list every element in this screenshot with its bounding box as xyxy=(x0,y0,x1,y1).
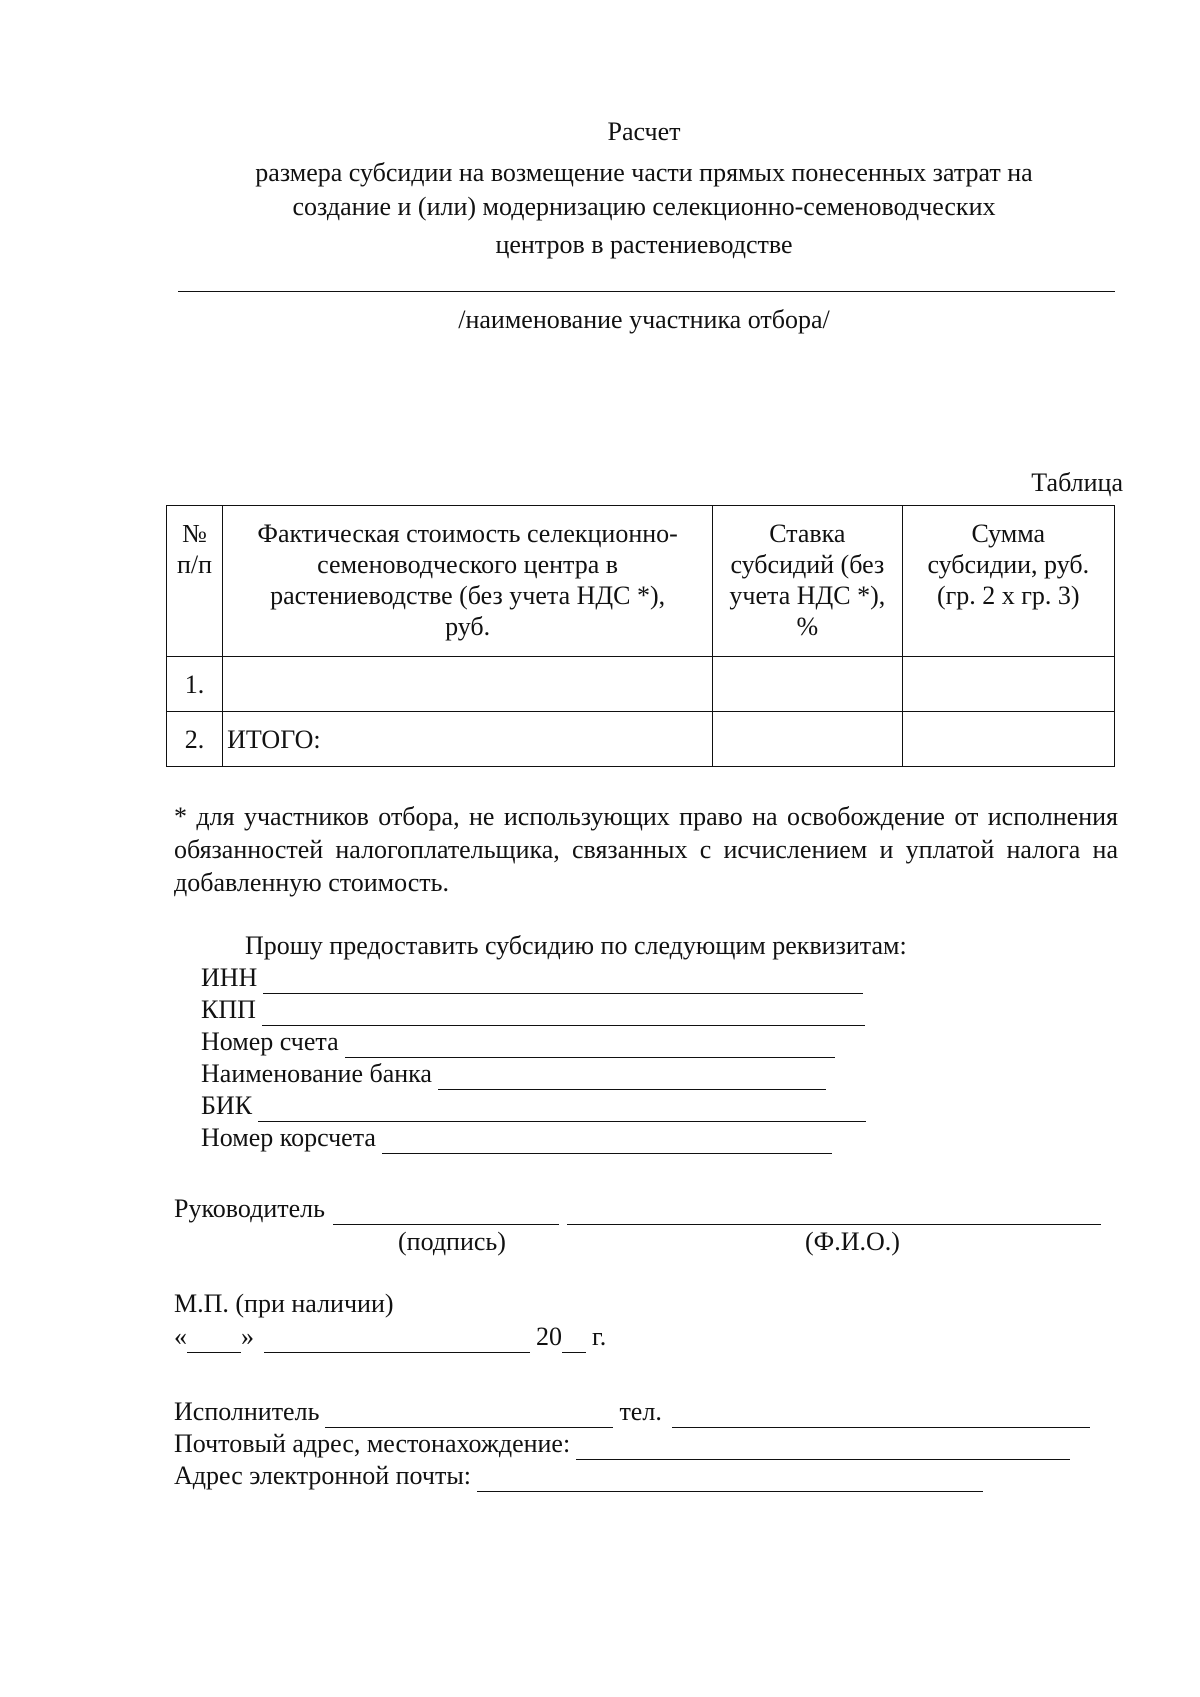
account-field[interactable] xyxy=(345,1033,835,1058)
kpp-field[interactable] xyxy=(262,1001,865,1026)
kpp-label: КПП xyxy=(201,995,256,1024)
row-number: 1. xyxy=(167,657,223,712)
account-label: Номер счета xyxy=(201,1027,339,1056)
executor-field[interactable] xyxy=(325,1403,613,1428)
participant-caption: /наименование участника отбора/ xyxy=(458,305,830,334)
year-field[interactable] xyxy=(562,1328,586,1353)
account-row xyxy=(201,1026,835,1058)
table-row xyxy=(167,657,1115,712)
inn-label: ИНН xyxy=(201,963,258,992)
sum-cell[interactable] xyxy=(902,657,1114,712)
header-line: № xyxy=(182,519,207,548)
document-title: Расчет xyxy=(607,117,681,146)
table-header-row xyxy=(167,506,1115,657)
header-number xyxy=(167,506,223,657)
bik-field[interactable] xyxy=(258,1097,866,1122)
email-field[interactable] xyxy=(477,1467,983,1492)
rate-cell[interactable] xyxy=(713,657,902,712)
month-field[interactable] xyxy=(264,1328,530,1353)
corr-account-field[interactable] xyxy=(382,1129,832,1154)
phone-label: тел. xyxy=(619,1397,662,1426)
participant-name-line[interactable] xyxy=(178,291,1115,292)
total-label: ИТОГО: xyxy=(223,712,713,767)
phone-field[interactable] xyxy=(672,1403,1090,1428)
head-name-field[interactable] xyxy=(567,1200,1101,1225)
subtitle-line-1: размера субсидии на возмещение части прямых понесенных затрат на xyxy=(255,158,1033,187)
inn-field[interactable] xyxy=(263,969,863,994)
name-caption: (Ф.И.О.) xyxy=(805,1227,900,1256)
header-line: учета НДС *), xyxy=(729,581,886,610)
cost-cell[interactable] xyxy=(223,657,713,712)
date-open-quote: « xyxy=(174,1322,187,1351)
row-number: 2. xyxy=(167,712,223,767)
executor-label: Исполнитель xyxy=(174,1397,320,1426)
header-subsidy-rate xyxy=(713,506,902,657)
header-line: п/п xyxy=(177,550,213,579)
vat-footnote: * для участников отбора, не использующих право на освобождение от исполнения обязанностей налогоплательщика, связанных с исчислением и уплатой налога на добавленную стоимость. xyxy=(174,802,1118,897)
head-signature-row xyxy=(174,1193,1101,1225)
postal-label: Почтовый адрес, местонахождение: xyxy=(174,1429,571,1458)
postal-field[interactable] xyxy=(576,1435,1070,1460)
header-line: % xyxy=(796,612,819,641)
header-line: растениеводстве (без учета НДС *), xyxy=(270,581,666,610)
document-subtitle xyxy=(0,156,1200,262)
kpp-row xyxy=(201,994,865,1026)
email-row xyxy=(174,1460,983,1492)
header-line: Ставка xyxy=(769,519,846,548)
rate-cell[interactable] xyxy=(713,712,902,767)
bank-field[interactable] xyxy=(438,1065,826,1090)
bik-row xyxy=(201,1090,866,1122)
table-row xyxy=(167,712,1115,767)
subtitle-line-3: центров в растениеводстве xyxy=(495,230,793,259)
head-label: Руководитель xyxy=(174,1194,325,1223)
bik-label: БИК xyxy=(201,1091,253,1120)
sum-cell[interactable] xyxy=(902,712,1114,767)
bank-label: Наименование банка xyxy=(201,1059,432,1088)
signature-field[interactable] xyxy=(333,1200,559,1225)
date-close-quote: » xyxy=(241,1322,254,1351)
email-label: Адрес электронной почты: xyxy=(174,1461,472,1490)
header-line: Фактическая стоимость селекционно- xyxy=(257,519,678,548)
day-field[interactable] xyxy=(187,1328,241,1353)
postal-row xyxy=(174,1428,1070,1460)
subtitle-line-2: создание и (или) модернизацию селекционно-семеноводческих xyxy=(292,192,996,221)
header-line: Сумма xyxy=(971,519,1046,548)
header-line: руб. xyxy=(445,612,491,641)
requisites-intro: Прошу предоставить субсидию по следующим реквизитам: xyxy=(245,931,907,960)
corr-account-row xyxy=(201,1122,832,1154)
executor-row xyxy=(174,1396,1090,1428)
bank-row xyxy=(201,1058,826,1090)
date-row xyxy=(174,1321,606,1353)
header-subsidy-sum xyxy=(902,506,1114,657)
signature-caption: (подпись) xyxy=(398,1227,506,1256)
stamp-label: М.П. (при наличии) xyxy=(174,1289,394,1318)
header-actual-cost xyxy=(223,506,713,657)
header-line: семеноводческого центра в xyxy=(317,550,619,579)
table-label: Таблица xyxy=(1031,468,1123,497)
subsidy-calculation-table xyxy=(166,505,1115,767)
header-line: (гр. 2 х гр. 3) xyxy=(936,581,1080,610)
header-line: субсидий (без xyxy=(730,550,885,579)
year-prefix: 20 xyxy=(536,1322,562,1351)
year-suffix: г. xyxy=(592,1322,607,1351)
header-line: субсидии, руб. xyxy=(927,550,1090,579)
inn-row xyxy=(201,962,863,994)
corr-account-label: Номер корсчета xyxy=(201,1123,376,1152)
